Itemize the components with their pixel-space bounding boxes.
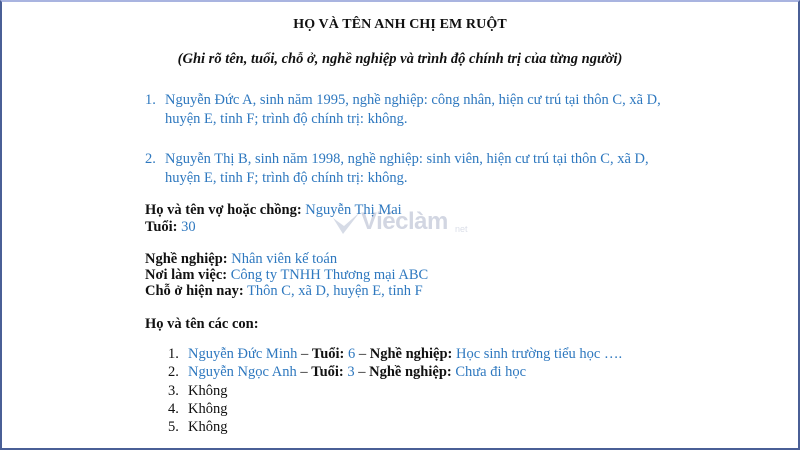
child-item <box>168 418 622 436</box>
child-occupation: Học sinh trường tiểu học …. <box>452 346 623 362</box>
children-heading-text: Họ và tên các con: <box>145 316 259 332</box>
list-number: 2. <box>145 151 156 167</box>
spouse-occupation-label: Nghề nghiệp: <box>145 251 228 267</box>
spouse-residence-value: Thôn C, xã D, huyện E, tỉnh F <box>247 283 423 299</box>
list-number: 1. <box>145 92 156 108</box>
child-item <box>168 400 622 418</box>
children-heading <box>145 315 259 333</box>
spouse-residence-field <box>145 282 423 300</box>
list-number: 4. <box>168 400 179 417</box>
child-age-label: Tuổi: <box>311 364 344 381</box>
child-text: Không <box>188 382 228 399</box>
child-item <box>168 382 622 400</box>
sibling-line-1: Nguyễn Thị B, sinh năm 1998, nghề nghiệp: sinh viên, hiện cư trú tại thôn C, xã D, <box>165 151 649 167</box>
children-list <box>168 345 622 436</box>
spouse-age-field <box>145 218 196 236</box>
spouse-age-label: Tuổi: <box>145 219 178 235</box>
child-age: 6 <box>344 346 356 362</box>
spouse-residence-label: Chỗ ở hiện nay: <box>145 283 244 299</box>
child-occupation-label: Nghề nghiệp: <box>369 364 452 381</box>
page-subtitle: (Ghi rõ tên, tuổi, chỗ ở, nghề nghiệp và trình độ chính trị của từng người) <box>177 51 623 67</box>
child-age-label: Tuổi: <box>311 346 345 362</box>
list-number: 5. <box>168 419 179 436</box>
separator: – <box>296 364 312 381</box>
sibling-line-2: huyện E, tỉnh F; trình độ chính trị: không. <box>165 111 408 127</box>
sibling-line-1: Nguyễn Đức A, sinh năm 1995, nghề nghiệp: công nhân, hiện cư trú tại thôn C, xã D, <box>165 92 661 108</box>
separator: – <box>297 346 312 362</box>
child-name: Nguyễn Đức Minh <box>188 346 298 362</box>
list-number: 2. <box>168 364 179 381</box>
watermark-text: Viéclàm <box>361 208 448 235</box>
spouse-workplace-label: Nơi làm việc: <box>145 267 228 283</box>
child-occupation-label: Nghề nghiệp: <box>369 346 453 362</box>
spouse-workplace-value: Công ty TNHH Thương mại ABC <box>230 267 429 283</box>
child-text: Không <box>188 400 228 417</box>
sibling-line-2: huyện E, tỉnh F; trình độ chính trị: không. <box>165 170 408 186</box>
spouse-occupation-value: Nhân viên kế toán <box>231 251 338 267</box>
spouse-age-value: 30 <box>181 219 196 235</box>
child-item <box>168 363 622 381</box>
list-number: 3. <box>168 382 179 399</box>
spouse-name-label: Họ và tên vợ hoặc chồng: <box>145 202 302 218</box>
checkmark-logo-icon <box>333 212 361 238</box>
child-text: Không <box>188 419 228 436</box>
spouse-name-value: Nguyễn Thị Mai <box>305 202 402 218</box>
separator: – <box>355 346 370 362</box>
child-item <box>168 345 622 363</box>
watermark-suffix: net <box>455 224 468 234</box>
child-occupation: Chưa đi học <box>451 364 527 381</box>
child-age: 3 <box>343 364 355 381</box>
sibling-item <box>145 150 665 188</box>
sibling-item <box>145 91 665 129</box>
list-number: 1. <box>168 346 179 362</box>
child-name: Nguyễn Ngọc Anh <box>188 364 297 381</box>
page-title: HỌ VÀ TÊN ANH CHỊ EM RUỘT <box>293 17 507 32</box>
separator: – <box>354 364 370 381</box>
